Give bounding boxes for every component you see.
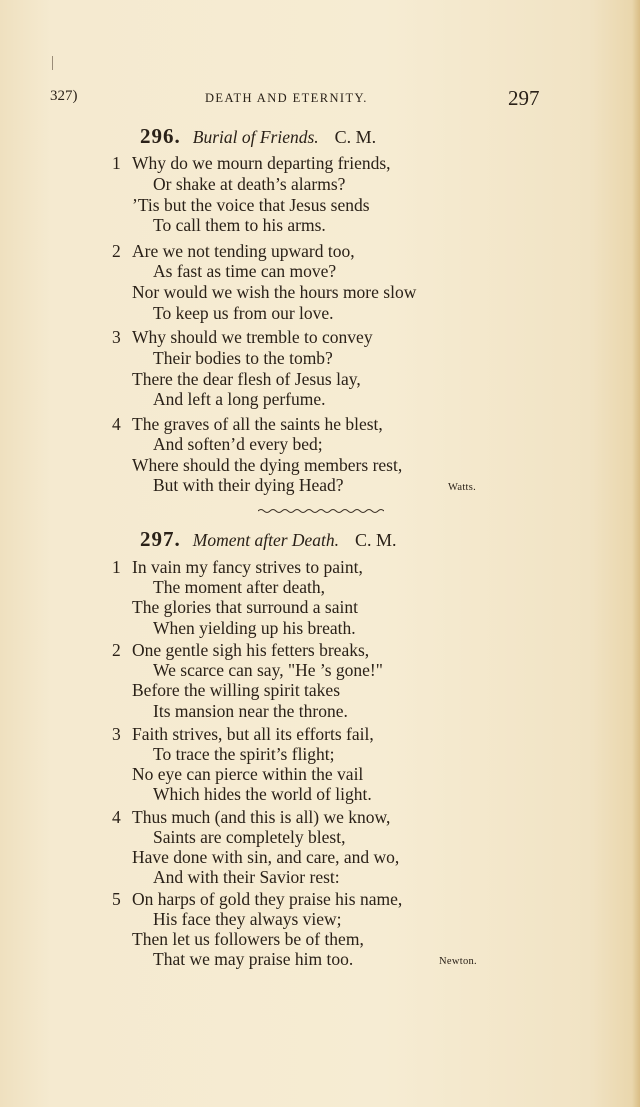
hymn-line: Which hides the world of light. (153, 784, 372, 804)
hymn-line: Then let us followers be of them, (132, 929, 364, 949)
verse-number: 2 (112, 640, 121, 660)
hymn-line: And left a long perfume. (153, 389, 326, 409)
hymn-line: Faith strives, but all its efforts fail, (132, 724, 374, 744)
verse-number: 1 (112, 557, 121, 577)
wavy-divider (258, 508, 384, 514)
hymn-line: Why do we mourn departing friends, (132, 153, 391, 173)
hymn-line: Why should we tremble to convey (132, 327, 373, 347)
hymn-line: We scarce can say, "He ’s gone!" (153, 660, 383, 680)
hymn-line: Saints are completely blest, (153, 827, 346, 847)
hymn-line: No eye can pierce within the vail (132, 764, 364, 784)
hymn-line: On harps of gold they praise his name, (132, 889, 403, 909)
hymn-title: Burial of Friends. (192, 127, 319, 147)
hymn-line: Before the willing spirit takes (132, 680, 341, 700)
hymn-meter: C. M. (334, 127, 377, 147)
hymn-line: Thus much (and this is all) we know, (132, 807, 391, 827)
hymn-meter: C. M. (355, 530, 397, 550)
verse-number: 1 (112, 153, 121, 173)
hymn-line: When yielding up his breath. (153, 618, 356, 638)
attribution: Watts. (448, 482, 477, 493)
page-number: 297 (508, 86, 540, 110)
hymn-line: Nor would we wish the hours more slow (132, 282, 417, 302)
verse-number: 5 (112, 889, 121, 909)
verse-number: 3 (112, 724, 121, 744)
page-edge-shading (632, 0, 640, 1107)
hymn-line: And with their Savior rest: (153, 867, 340, 887)
hymn-line: Are we not tending upward too, (132, 241, 355, 261)
hymn-line: To trace the spirit’s flight; (153, 744, 335, 764)
hymn-line: But with their dying Head? (153, 475, 344, 495)
hymn-line: The graves of all the saints he blest, (132, 414, 383, 434)
attribution: Newton. (439, 956, 477, 967)
hymn-line: One gentle sigh his fetters breaks, (132, 640, 370, 660)
hymn-line: That we may praise him too. (153, 949, 354, 969)
hymn-line: The glories that surround a saint (132, 597, 358, 617)
hymn-line: Or shake at death’s alarms? (153, 174, 346, 194)
hymn-title: Moment after Death. (192, 530, 340, 550)
hymn-line: Their bodies to the tomb? (153, 348, 333, 368)
hymn-line: His face they always view; (153, 909, 342, 929)
hymn-line: To call them to his arms. (153, 215, 326, 235)
margin-mark (52, 56, 53, 70)
header-title: DEATH AND ETERNITY. (205, 91, 368, 105)
hymn-line: In vain my fancy strives to paint, (132, 557, 363, 577)
hymn-line: Where should the dying members rest, (132, 455, 403, 475)
hymn-line: The moment after death, (153, 577, 326, 597)
running-head (0, 86, 640, 110)
hymn-number: 296. (140, 124, 181, 148)
hymn-line: ’Tis but the voice that Jesus sends (132, 195, 370, 215)
verse-number: 4 (112, 414, 121, 434)
header-left-mark: 327) (50, 88, 78, 104)
hymn-line: As fast as time can move? (153, 261, 337, 281)
hymn-number: 297. (140, 527, 181, 551)
hymn-line: Have done with sin, and care, and wo, (132, 847, 400, 867)
hymn-line: Its mansion near the throne. (153, 701, 348, 721)
hymn-line: There the dear flesh of Jesus lay, (132, 369, 361, 389)
hymn-line: To keep us from our love. (153, 303, 334, 323)
hymn-line: And soften’d every bed; (153, 434, 323, 454)
verse-number: 3 (112, 327, 121, 347)
hymn-heading-297 (140, 527, 397, 552)
verse-number: 2 (112, 241, 121, 261)
hymn-heading-296 (140, 124, 376, 149)
verse-number: 4 (112, 807, 121, 827)
